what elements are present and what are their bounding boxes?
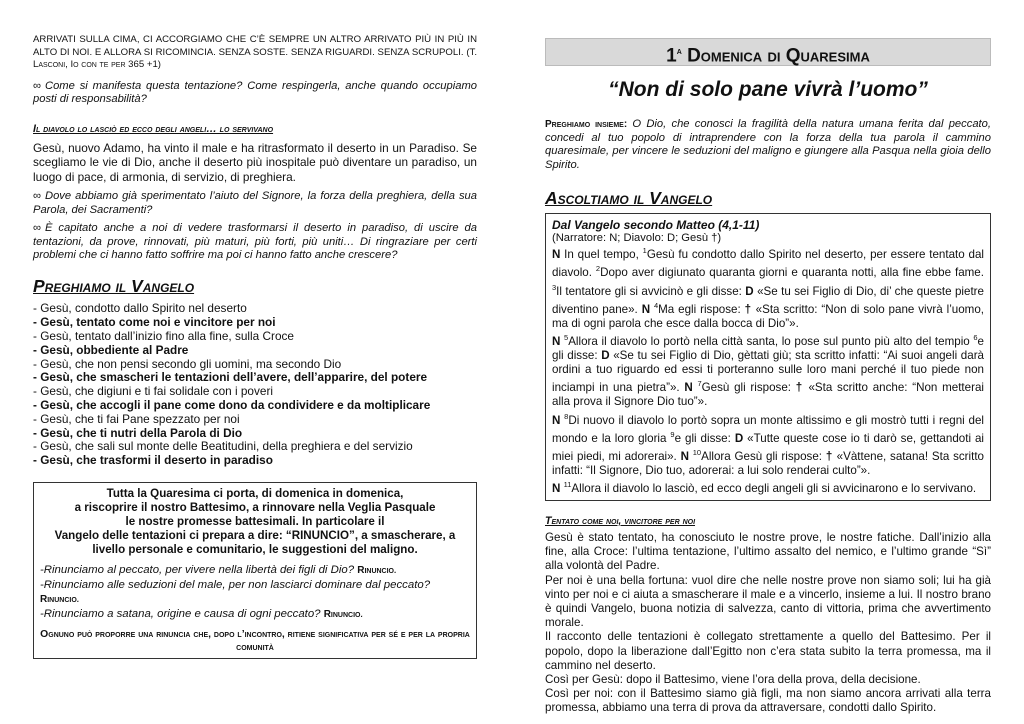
reflection-question-3: ∞ È capitato anche a noi di vedere trasformarsi il deserto in paradiso, di uscire da tentazioni, da prove, rinnovati, più maturi, più forti, più uniti… Di ringraziare per certi problemi che ci hanno fatto soffrire ma poi ci hanno fatto anche crescere? [33, 222, 477, 261]
pray-gospel-heading: Preghiamo il Vangelo [33, 276, 195, 297]
devil-heading: Il diavolo lo lasciò ed ecco degli angeli… lo servivano [33, 122, 274, 135]
paragraph: Così per noi: con il Battesimo siamo già figli, ma non siamo ancora arrivati alla terra promessa, abbiamo una terra di prova da attraversare, condotti dallo Spirito. [545, 687, 991, 715]
intro-quote: ARRIVATI SULLA CIMA, CI ACCORGIAMO CHE C’È SEMPRE UN ALTRO ARRIVATO PIÙ IN PIÙ IN ALTO DI NOI. E ALLORA SI RICOMINCIA. SENZA SOSTE. SENZA RIGUARDI. SENZA SCRUPOLI. (T. Lasconi, Io con te per 365 +1) [33, 34, 477, 71]
renunciation-question: -Rinunciamo a satana, origine e causa di ogni peccato? Rinuncio. [40, 607, 364, 620]
page-subtitle: “Non di solo pane vivrà l’uomo” [608, 78, 928, 101]
right-column [545, 0, 991, 716]
paragraph: Per noi è una bella fortuna: vuol dire che nelle nostre prove non siamo soli; lui ha già vinto per noi e ci aiuta a smascherare il male e a vincerlo, insieme a lui. Il nostro brano è quindi Vangelo, buona notizia di salvezza, canto di vittoria, prima che avvertimento morale. [545, 573, 991, 630]
renunciation-question: -Rinunciamo alle seduzioni del male, per non lasciarci dominare dal peccato? Rinuncio. [40, 578, 431, 605]
invocation-item: - Gesù, che accogli il pane come dono da condividere e da moltiplicare [33, 397, 431, 412]
invocation-item: - Gesù, che ti fai Pane spezzato per noi [33, 411, 240, 426]
renunciation-question: -Rinunciamo al peccato, per vivere nella libertà dei figli di Dio? Rinuncio. [40, 563, 398, 576]
box-footer: Ognuno può proporre una rinuncia che, dopo l’incontro, ritiene significativa per sé e per la propria comunità [40, 628, 470, 653]
invocation-item: - Gesù, che sali sul monte delle Beatitudini, della preghiera e del servizio [33, 439, 413, 454]
invocation-item: - Gesù, che smascheri le tentazioni dell’avere, dell’apparire, del potere [33, 370, 428, 385]
invocation-item: - Gesù, tentato come noi e vincitore per noi [33, 315, 276, 330]
left-column [33, 0, 477, 659]
renunciation-box [33, 482, 477, 659]
reflection-question-2: ∞ Dove abbiamo già sperimentato l’aiuto del Signore, la forza della preghiera, della sua Parola, dei Sacramenti? [33, 190, 477, 216]
box-line: le nostre promesse battesimali. In particolare il [125, 514, 385, 528]
tempted-heading: Tentato come noi, vincitore per noi [545, 515, 696, 528]
listen-gospel-heading: Ascoltiamo il Vangelo [545, 188, 713, 209]
box-line: livello personale e comunitario, le suggestioni del maligno. [92, 542, 418, 556]
paragraph: Gesù è stato tentato, ha conosciuto le nostre prove, le nostre fatiche. Dall’inizio alla fine, alla Croce: l’ultima tentazione, l’ultimo assalto del nemico, e l’ultimo grande “Sì” alla volontà del Padre. [545, 531, 991, 573]
devil-body: Gesù, nuovo Adamo, ha vinto il male e ha ritrasformato il deserto in un Paradiso. Se scegliamo le vie di Dio, anche il deserto più inospitale può diventare un paradiso, un luogo di pace, di armonia, di servizio, di preghiera. [33, 140, 477, 184]
page-title: 1$^a$ Domenica di Quaresima [545, 38, 991, 66]
gospel-box [545, 213, 991, 501]
invocation-item: - Gesù, obbediente al Padre [33, 342, 189, 357]
box-line: Tutta la Quaresima ci porta, di domenica in domenica, [106, 486, 404, 500]
invocation-item: - Gesù, condotto dallo Spirito nel deserto [33, 301, 247, 316]
invocation-item: - Gesù, che digiuni e ti fai solidale con i poveri [33, 384, 273, 399]
gospel-reference: Dal Vangelo secondo Matteo (4,1-11) [552, 218, 760, 233]
invocation-item: - Gesù, che trasformi il deserto in paradiso [33, 453, 273, 468]
paragraph: Così per Gesù: dopo il Battesimo, viene l’ora della prova, della decisione. [545, 673, 921, 687]
invocation-item: - Gesù, che non pensi secondo gli uomini, ma secondo Dio [33, 356, 342, 371]
invocation-item: - Gesù, tentato dall’inizio fino alla fine, sulla Croce [33, 329, 294, 343]
box-line: Vangelo delle tentazioni ci prepara a dire: “RINUNCIO”, a smascherare, a [54, 528, 456, 542]
invocation-item: - Gesù, che ti nutri della Parola di Dio [33, 425, 243, 440]
reflection-question-1: ∞ Come si manifesta questa tentazione? Come respingerla, anche quando occupiamo posti di responsabilità? [33, 79, 477, 106]
opening-prayer: Preghiamo insieme: O Dio, che conosci la fragilità della natura umana ferita dal peccato, concedi al tuo popolo di intraprendere con la forza della tua parola il cammino quaresimale, per vincere le seduzioni del maligno e giungere alla Pasqua nella gioia dello Spirito. [545, 118, 991, 171]
gospel-roles: (Narratore: N; Diavolo: D; Gesù †) [552, 232, 722, 245]
gospel-text: N In quel tempo, $^1$Gesù fu condotto dallo Spirito nel deserto, per essere tentato dal diavolo. $^2$Dopo aver digiunato quaranta giorni e quaranta notti, alla fine ebbe fame. $^3$Il tentatore gli si avvicinò e gli disse: D «Se tu sei Figlio di Dio, di’ che queste pietre diventino pane». N $^4$Ma egli rispose: † «Sta scritto: “Non di solo pane vivrà l’uomo, ma di ogni parola che esce dalla bocca di Dio”». N $^5$Allora il diavolo lo portò nella città santa, lo pose sul punto più alto del tempio $^6$e gli disse: D «Se tu sei Figlio di Dio, gèttati giù; sta scritto infatti: “Ai suoi angeli darà ordini a tuo riguardo ed essi ti porteranno sulle loro mani perché il tuo piede non inciampi in una pietra”». N $^7$Gesù gli rispose: † «Sta scritto anche: “Non metterai alla prova il Signore Dio tuo”». N $^8$Di nuovo il diavolo lo portò sopra un monte altissimo e gli mostrò tutti i regni del mondo e la loro gloria $^9$e gli disse: D «Tutte queste cose io ti darò se, gettandoti ai miei piedi, mi adorerai». N $^{10}$Allora Gesù gli rispose: † «Vàttene, satana! Sta scritto infatti: “Il Signore, Dio tuo, adorerai: a lui solo renderai culto”». N $^{11}$Allora il diavolo lo lasciò, ed ecco degli angeli gli si avvicinarono e lo servivano. [552, 246, 985, 495]
paragraph: Il racconto delle tentazioni è collegato strettamente a quello del Battesimo. Per il popolo, dopo la liberazione dall’Egitto non c’era stata subito la terra promessa, ma il cammino nel deserto. [545, 630, 991, 672]
tempted-body [545, 531, 991, 716]
invocation-list [33, 302, 477, 468]
box-line: a riscoprire il nostro Battesimo, a rinnovare nella Veglia Pasquale [74, 500, 436, 514]
